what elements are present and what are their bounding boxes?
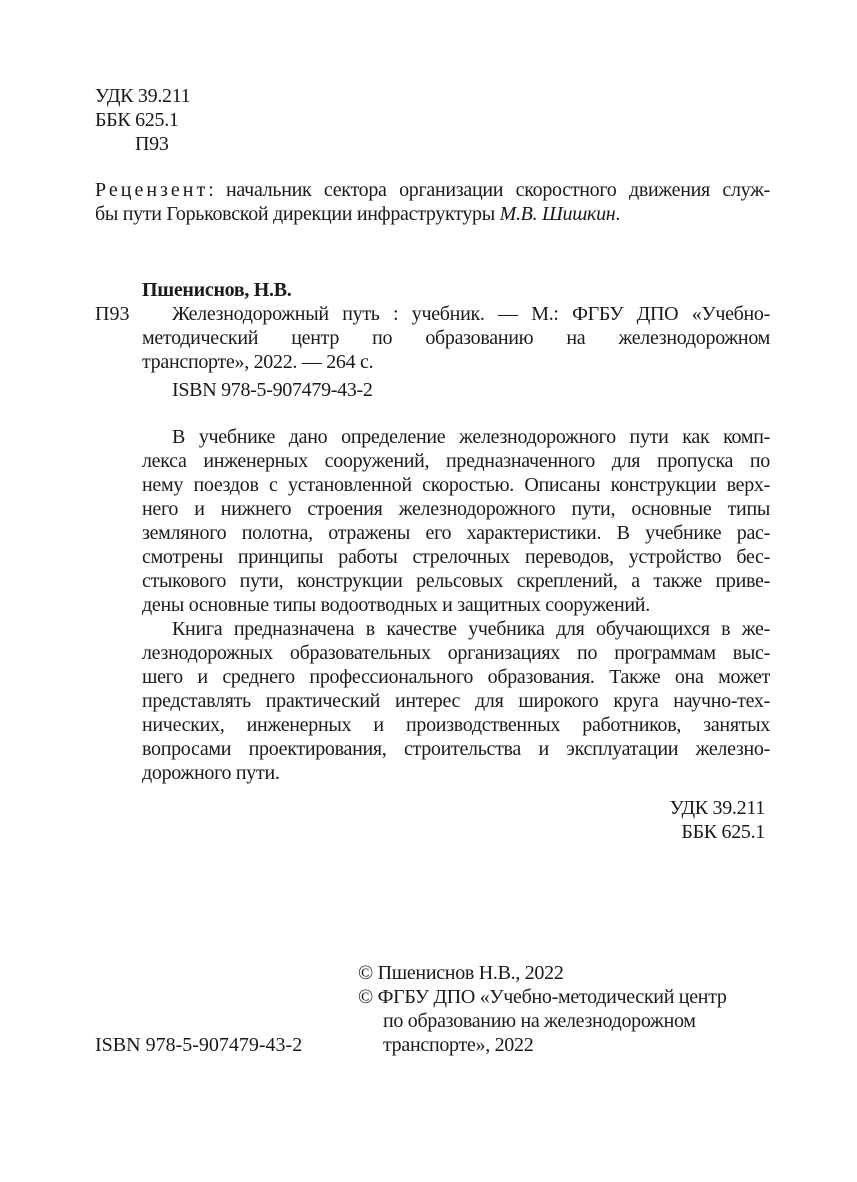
- bib-author-name: Пшениснов, Н.В.: [142, 279, 292, 301]
- author-mark: П93: [135, 133, 169, 155]
- copyright-line: © ФГБУ ДПО «Учебно-методический центр: [358, 986, 727, 1008]
- reviewer-label: Рецензент: [95, 179, 209, 201]
- abstract-line: Книга предназначена в качестве учебника для обучающихся в же-: [172, 618, 770, 640]
- bib-isbn: ISBN 978-5-907479-43-2: [172, 379, 373, 401]
- abstract-line: В учебнике дано определение железнодорожного пути как комп-: [172, 426, 770, 448]
- reviewer-end: .: [615, 203, 621, 225]
- udk-code: УДК 39.211: [95, 85, 191, 107]
- reviewer-name: М.В. Шишкин: [499, 203, 616, 225]
- abstract-line: стыкового пути, конструкции рельсовых скреплений, а также приве-: [142, 570, 770, 592]
- copyright-line: © Пшениснов Н.В., 2022: [358, 962, 564, 984]
- abstract-line: лезнодорожных образовательных организациях по программам выс-: [142, 642, 770, 664]
- bib-line: Железнодорожный путь : учебник. — М.: ФГБУ ДПО «Учебно-: [172, 303, 770, 325]
- copyright-block: [358, 961, 727, 1057]
- abstract-line: нему поездов с установленной скоростью. Описаны конструкции верх-: [142, 474, 770, 496]
- bbk-code: ББК 625.1: [95, 109, 179, 131]
- abstract-line: шего и среднего профессионального образования. Также она может: [142, 666, 770, 688]
- abstract-line: представлять практический интерес для широкого круга научно-тех-: [142, 690, 770, 712]
- abstract-line: земляного полотна, отражены его характеристики. В учебнике рас-: [142, 522, 770, 544]
- bottom-isbn: ISBN 978-5-907479-43-2: [95, 1034, 303, 1056]
- reviewer-line2: бы пути Горьковской дирекции инфраструктуры: [95, 203, 500, 225]
- abstract-line: лекса инженерных сооружений, предназначенного для пропуска по: [142, 450, 770, 472]
- abstract-line: нических, инженерных и производственных работников, занятых: [142, 714, 770, 736]
- footer-udk: УДК 39.211: [669, 797, 765, 819]
- abstract-line: дорожного пути.: [142, 762, 280, 784]
- header-codes: [95, 84, 190, 156]
- footer-bbk: ББК 625.1: [681, 821, 765, 843]
- bib-line: методический центр по образованию на железнодорожном: [142, 327, 770, 349]
- abstract-line: смотрены принципы работы стрелочных переводов, устройство бес-: [142, 546, 770, 568]
- abstract-line: дены основные типы водоотводных и защитных сооружений.: [142, 594, 650, 616]
- copyright-line: по образованию на железнодорожном: [383, 1010, 696, 1032]
- bib-description: [142, 302, 770, 402]
- bib-mark: П93: [95, 303, 130, 325]
- abstract: [142, 425, 770, 785]
- reviewer-line1: : начальник сектора организации скоростного движения служ-: [208, 179, 770, 201]
- bib-author: [142, 278, 291, 302]
- copyright-line: транспорте», 2022: [383, 1034, 534, 1056]
- abstract-line: него и нижнего строения железнодорожного пути, основные типы: [142, 498, 770, 520]
- abstract-line: вопросами проектирования, строительства и эксплуатации железно-: [142, 738, 770, 760]
- reviewer-block: [95, 178, 770, 226]
- footer-codes: [670, 796, 765, 844]
- bib-line: транспорте», 2022. — 264 с.: [142, 351, 374, 373]
